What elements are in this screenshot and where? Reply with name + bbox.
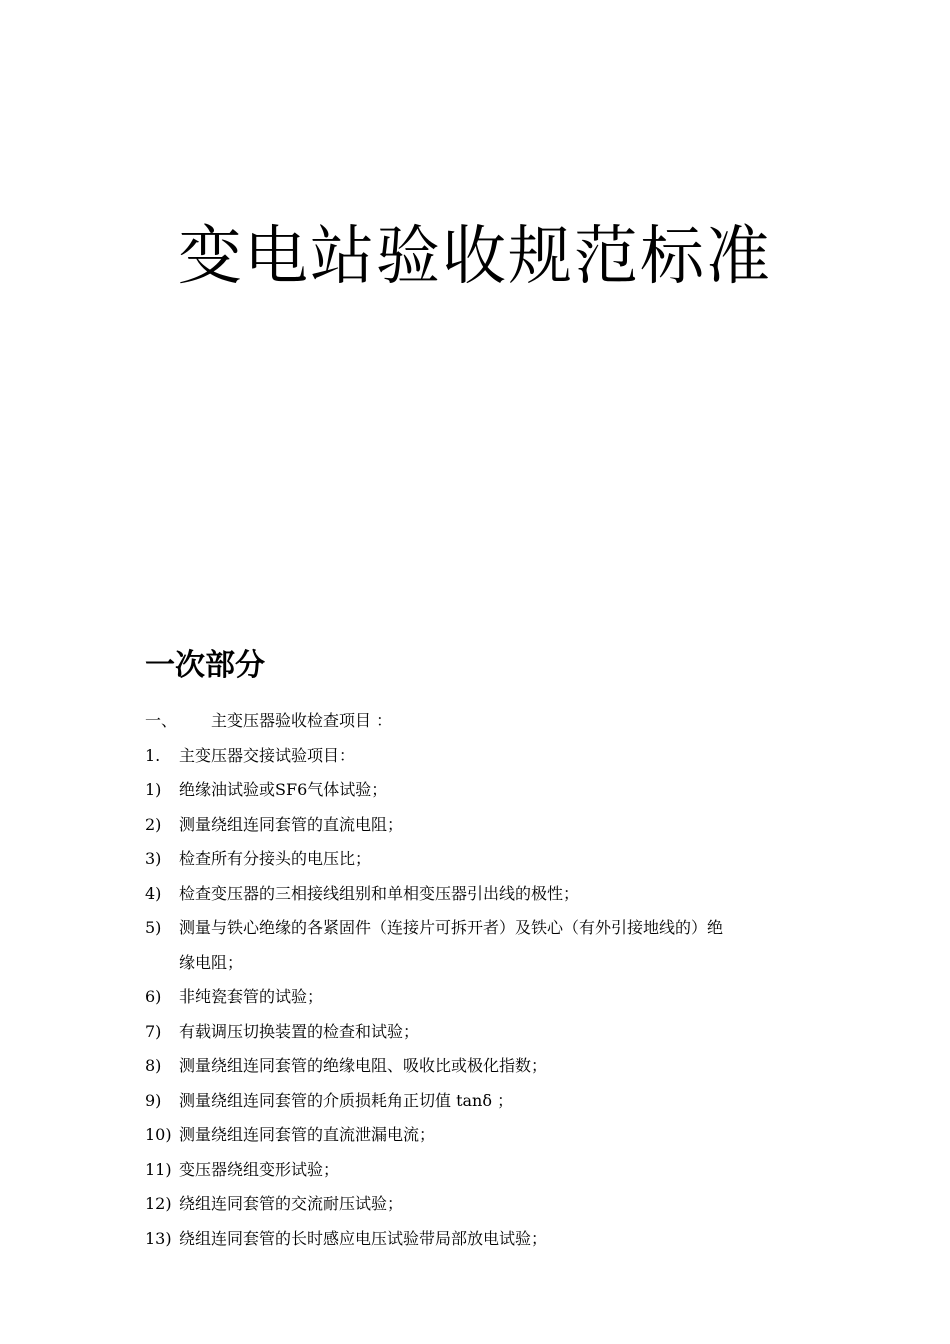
list-item-text: 缘电阻； xyxy=(179,952,244,972)
list-item-number: 1) xyxy=(145,780,162,799)
list-item-text: 变压器绕组变形试验； xyxy=(179,1159,340,1179)
list-item-text: 测量绕组连同套管的绝缘电阻、吸收比或极化指数； xyxy=(179,1056,548,1075)
list-item xyxy=(145,1153,825,1188)
list-item-number: 6) xyxy=(145,987,162,1006)
list-item-number: 7) xyxy=(145,1021,162,1041)
list-item-number: 3) xyxy=(145,849,162,868)
list-item-text: 绕组连同套管的交流耐压试验； xyxy=(179,1194,404,1213)
list-item-text: 检查变压器的三相接线组别和单相变压器引出线的极性； xyxy=(179,883,580,903)
list-item-text: 主变压器验收检查项目 ： xyxy=(211,711,393,730)
list-item-text: 测量绕组连同套管的直流泄漏电流； xyxy=(179,1125,436,1144)
list-item-number: 9) xyxy=(145,1090,162,1110)
list-item-number: 一、 xyxy=(145,711,178,730)
list-item-number: 8) xyxy=(145,1056,162,1075)
list-item-number: 2) xyxy=(145,814,162,834)
list-item xyxy=(145,1187,825,1222)
list-item xyxy=(145,877,825,912)
list-item xyxy=(145,1118,825,1153)
list-item-text: 测量绕组连同套管的介质损耗角正切值 tanδ ； xyxy=(179,1090,514,1110)
list-item-text: 绝缘油试验或SF6气体试验； xyxy=(179,780,388,799)
list-item-text: 测量与铁心绝缘的各紧固件（连接片可拆开者）及铁心（有外引接地线的）绝 xyxy=(179,918,724,937)
list-item xyxy=(145,1015,825,1050)
list-item-text: 主变压器交接试验项目： xyxy=(179,745,356,765)
list-item xyxy=(145,704,825,739)
list-item-text: 测量绕组连同套管的直流电阻； xyxy=(179,814,404,834)
document-title: 变电站验收规范标准 xyxy=(178,220,772,294)
list-item xyxy=(145,1222,825,1257)
list-item-text: 绕组连同套管的长时感应电压试验带局部放电试验； xyxy=(179,1228,548,1248)
section-content xyxy=(145,704,825,1256)
section-heading: 一次部分 xyxy=(145,648,265,683)
list-item xyxy=(145,842,825,877)
list-item-number: 1. xyxy=(145,745,161,765)
list-item xyxy=(145,911,825,946)
list-item-number: 4) xyxy=(145,883,162,903)
list-item-continuation xyxy=(145,946,825,981)
list-item-number: 12) xyxy=(145,1194,172,1213)
list-item-number: 10) xyxy=(145,1125,172,1144)
list-item xyxy=(145,1049,825,1084)
list-item-number: 11) xyxy=(145,1159,172,1179)
list-item xyxy=(145,1084,825,1119)
list-item-text: 非纯瓷套管的试验； xyxy=(179,987,324,1006)
list-item-number: 13) xyxy=(145,1228,172,1248)
list-item xyxy=(145,980,825,1015)
list-item xyxy=(145,808,825,843)
list-item-text: 有载调压切换装置的检查和试验； xyxy=(179,1021,420,1041)
list-item xyxy=(145,739,825,774)
list-item xyxy=(145,773,825,808)
list-item-number: 5) xyxy=(145,918,162,937)
list-item-text: 检查所有分接头的电压比； xyxy=(179,849,372,868)
